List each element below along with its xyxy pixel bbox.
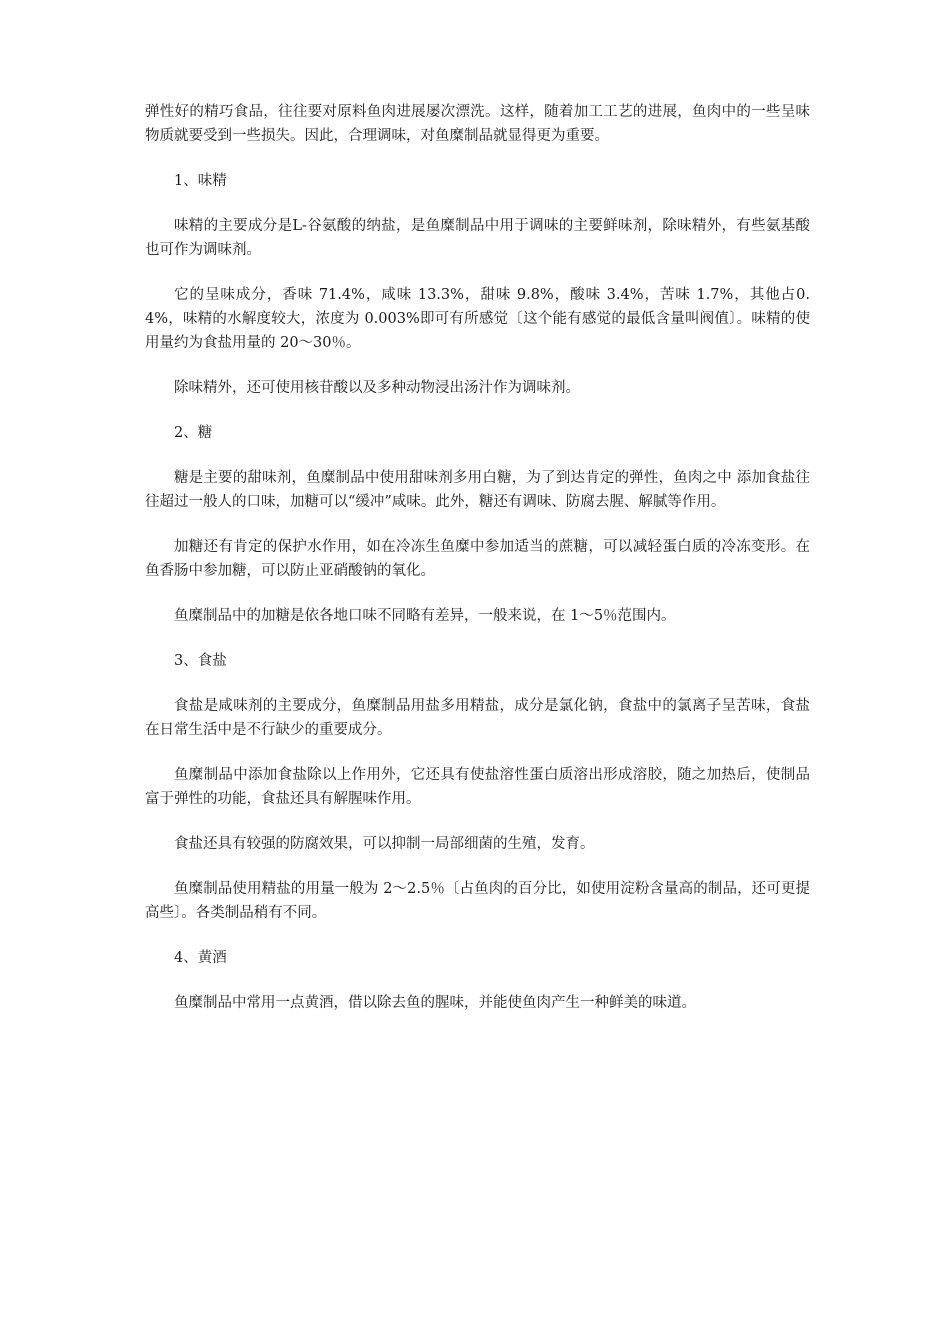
- section-heading-wine: 4、黄酒: [174, 950, 227, 966]
- body-paragraph: 食盐还具有较强的防腐效果，可以抑制一局部细菌的生殖，发育。: [174, 836, 595, 852]
- body-paragraph: 它的呈味成分，香味 71.4%，咸味 13.3%，甜味 9.8%，酸味 3.4%，苦味 1.7%，其他占0.4%，味精的水解度较大，浓度为 0.003%即可有所感觉〔这个能有感觉的最低含量叫阀值〕。味精的使用量约为食盐用量的 20～30％。: [145, 287, 810, 351]
- body-paragraph: 鱼糜制品使用精盐的用量一般为 2～2.5％〔占鱼肉的百分比，如使用淀粉含量高的制品，还可更提高些〕。各类制品稍有不同。: [145, 881, 810, 921]
- body-paragraph: 食盐是咸味剂的主要成分，鱼糜制品用盐多用精盐，成分是氯化钠，食盐中的氯离子呈苦味，食盐在日常生活中是不行缺少的重要成分。: [145, 698, 810, 738]
- section-heading-sugar: 2、糖: [174, 425, 213, 441]
- intro-paragraph: 弹性好的精巧食品，往往要对原料鱼肉进展屡次漂洗。这样，随着加工工艺的进展，鱼肉中的一些呈味物质就要受到一些损失。因此，合理调味，对鱼糜制品就显得更为重要。: [145, 104, 810, 144]
- body-paragraph: 鱼糜制品中的加糖是依各地口味不同略有差异，一般来说，在 1～5％范围内。: [174, 608, 676, 624]
- body-paragraph: 除味精外，还可使用核苷酸以及多种动物浸出汤汁作为调味剂。: [174, 380, 580, 396]
- body-paragraph: 鱼糜制品中添加食盐除以上作用外，它还具有使盐溶性蛋白质溶出形成溶胶，随之加热后，使制品富于弹性的功能，食盐还具有解腥味作用。: [145, 767, 810, 807]
- body-paragraph: 味精的主要成分是L-谷氨酸的纳盐，是鱼糜制品中用于调味的主要鲜味剂，除味精外，有些氨基酸也可作为调味剂。: [145, 218, 810, 258]
- document-page: [145, 100, 810, 1036]
- section-heading-salt: 3、食盐: [174, 653, 227, 669]
- body-paragraph: 鱼糜制品中常用一点黄酒，借以除去鱼的腥味，并能使鱼肉产生一种鲜美的味道。: [174, 995, 696, 1011]
- body-paragraph: 糖是主要的甜味剂，鱼糜制品中使用甜味剂多用白糖，为了到达肯定的弹性，鱼肉之中 添加食盐往往超过一般人的口味，加糖可以“缓冲”咸味。此外，糖还有调味、防腐去腥、解腻等作用。: [145, 470, 810, 510]
- section-heading-msg: 1、味精: [174, 173, 227, 189]
- body-paragraph: 加糖还有肯定的保护水作用，如在冷冻生鱼糜中参加适当的蔗糖，可以减轻蛋白质的冷冻变形。在鱼香肠中参加糖，可以防止亚硝酸钠的氧化。: [145, 539, 810, 579]
